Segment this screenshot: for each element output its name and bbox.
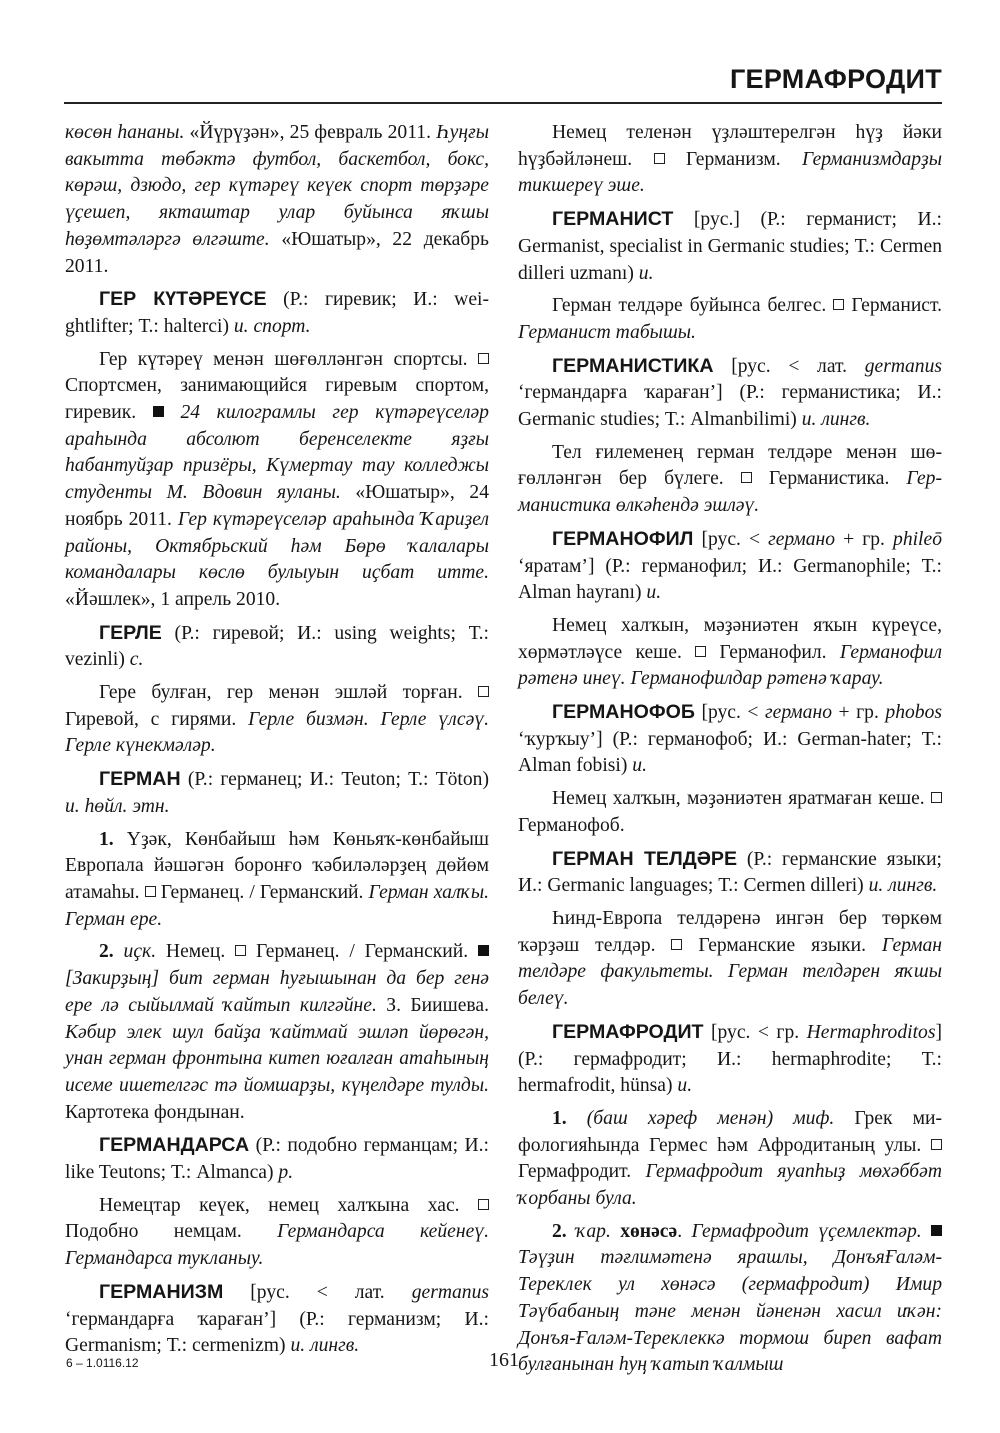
filled-square-icon [478, 945, 489, 956]
entry-german-teldare: ГЕРМАН ТЕЛДӘРЕ (Р.: германские языки; И.: Germanic languages; Т.: Cermen dilleri) и. лингв. [518, 847, 942, 897]
entry-germafrodit: ГЕРМАФРОДИТ [рус. < гр. Hermaphroditos] (Р.: гермафродит; И.: hermaphrodite; Т.: hermafrodit, hünsa) и. [518, 1020, 942, 1097]
entry-germanofob: ГЕРМАНОФОБ [рус. < германо + гр. phobos ‘ҡурҡыу’] (Р.: германофоб; И.: German-hater; Т.: Alman fobisi) и. [518, 701, 943, 777]
filled-square-icon [931, 1225, 942, 1236]
definition: Немецтар кеүек, немец халҡына хас. Подобно немцам. Германдарса кейенеү. Германдарса тукланыу. [65, 1194, 489, 1270]
open-square-icon [695, 646, 706, 657]
entry-germanofil: ГЕРМАНОФИЛ [рус. < германо + гр. phileō ‘яратам’] (Р.: германофил; И.: Germanophile; Т.: Alman hayranı) и. [518, 527, 942, 604]
entry-germanist: ГЕРМАНИСТ [рус.] (Р.: германист; И.: Germanist, specialist in Germanic studies; Т.: Cermen dilleri uzmanı) и. [518, 208, 942, 284]
headword: ГЕРМАН [99, 768, 181, 791]
footer-signature: 6 – 1.0116.12 [66, 1356, 139, 1370]
definition: Немец халҡын, мәҙәниәтен яратмаған кеше. Германофоб. [518, 786, 942, 839]
open-square-icon [478, 353, 489, 364]
headword: ГЕРМАНИСТИКА [552, 354, 714, 377]
definition: Гер күтәреү менән шөғөлләнгән спортсы. Спортсмен, занимающийся гиревым спортом, гиревик. 24 килограмлы гер күтәреүселәр араһында абсолют беренселекте яҙғы һабантуйҙар призёры, Күмертау тау колледжы студенты М. Вдовин яуланы. «Юшатыр», 24 ноябрь 2011. Гер күтәреүселәр араһында Ҡариҙел районы, Октябрьский һәм Бөрө ҡалалары командалары көслө булыуын иҫбат итте. «Йәшлек», 1 апрель 2010. [65, 348, 489, 610]
sense-2: 2. ҡар. хөнәсә. Гермафродит үҫемлектәр. Тәүҙин тәғлимәтенә ярашлы, ДонъяҒаләм-Тереклек ул хөнәсә (гермафродит) Имир Тәүбабаның тәне менән йәненән хасил иҡән: Донъя-Ғаләм-Тереклеккә тормош биреп вафат булғанынан һуң ҡатып ҡалмыш [518, 1220, 942, 1376]
open-square-icon [741, 472, 752, 483]
entry-continuation: көсөн һананы. «Йүрүҙән», 25 февраль 2011. Һуңғы вакытта төбәктә футбол, баскетбол, бокс, көрәш, дзюдо, гер күтәреү кеүек спорт төрҙәре үҫешеп, якташтар улар буйынса яҡшы һөҙөмтәләргә өлгәште. «Юшатыр», 22 декабрь 2011. [65, 122, 489, 277]
open-square-icon [931, 792, 942, 803]
sense-2: 2. иҫк. Немец. Германец. / Германский. [Закирҙың] бит герман һуғышынан да бер генә ере лә сыйылмай ҡайтып килгәйне. З. Биишева. Кәбир элек шул байҙа ҡайтмай эшләп йөрөгән, унан герман фронтына китеп юғалған атаһының исеме ишетелгәс тә йомшарҙы, күңелдәре тулды. Картотека фондынан. [65, 941, 489, 1123]
headword: ГЕРМАНОФИЛ [552, 527, 694, 550]
headword: ГЕРМАНОФОБ [552, 701, 695, 724]
headword: ГЕРЛЕ [99, 621, 162, 644]
entry-germanizm: ГЕРМАНИЗМ [рус. < лат. germanus ‘германдарға ҡараған’] (Р.: германизм; И.: Germanism; Т.: cermenizm) и. лингв. [65, 1280, 489, 1357]
headword: ГЕРМАНДАРСА [99, 1134, 250, 1157]
headword: ГЕР КҮТӘРЕҮСЕ [99, 288, 267, 311]
definition: Немец теленән үҙләштерелгән һүҙ йәки һүҙбәйләнеш. Германизм. Германизмдарҙы тикшереү эше. [518, 122, 942, 197]
definition: Һинд-Европа телдәренә ингән бер төркөм ҡәрҙәш телдәр. Германские языки. Герман телдәре факультеты. Герман телдәрен яҡшы белеү. [518, 907, 942, 1010]
sense-1: 1. Үҙәк, Көнбайыш һәм Көньяҡ-көнбайыш Европала йәшәгән боронғо ҡәбиләләрҙең дөйөм атамаһы. Германец. / Германский. Герман халҡы. Герман ере. [65, 828, 489, 930]
definition: Тел ғилеменең герман телдәре менән шөғөлләнгән бер бүлеге. Германистика. Германистика өлкәһендә эшләү. [518, 441, 942, 517]
definition: Герман телдәре буйынса белгес. Германист. Германист табышы. [518, 295, 942, 343]
left-column [65, 120, 489, 1366]
headword: ГЕРМАНИСТ [552, 208, 674, 231]
open-square-icon [145, 886, 156, 897]
headword: ГЕРМАНИЗМ [99, 1280, 224, 1303]
sense-1: 1. (баш хәреф менән) миф. Грек мифологияһында Гермес һәм Афродитаның улы. Гермафродит. Гермафродит яуапһыҙ мөхәббәт ҡорбаны була. [518, 1107, 942, 1210]
definition: Немец халҡын, мәҙәниәтен яҡын күреүсе, хөрмәтләүсе кеше. Германофил. Германофил рәтенә инеү. Германофилдар рәтенә ҡарау. [518, 614, 942, 690]
entry-germandarsa: ГЕРМАНДАРСА (Р.: подобно германцам; И.: like Teutons; Т.: Almanca) р. [65, 1134, 489, 1184]
open-square-icon [478, 686, 489, 697]
open-square-icon [235, 945, 246, 956]
entry-german: ГЕРМАН (Р.: германец; И.: Teuton; Т.: Töton) и. һөйл. этн. [65, 768, 489, 817]
headword: ГЕРМАН ТЕЛДӘРЕ [552, 847, 738, 870]
entry-ger-kutareuse: ГЕР КҮТӘРЕҮСЕ (Р.: гиревик; И.: weightlifter; Т.: halterci) и. спорт. [65, 288, 489, 337]
open-square-icon [931, 1139, 942, 1150]
entry-germanistika: ГЕРМАНИСТИКА [рус. < лат. germanus ‘германдарға ҡараған’] (Р.: германистика; И.: Germanic studies; Т.: Almanbilimi) и. лингв. [518, 354, 942, 431]
header-rule [64, 102, 942, 104]
definition: Гере булған, гер менән эшләй торған. Гиревой, с гирями. Герле бизмән. Герле үлсәү. Герле күнекмәләр. [65, 682, 489, 757]
filled-square-icon [153, 406, 164, 417]
open-square-icon [833, 299, 844, 310]
open-square-icon [654, 153, 665, 164]
open-square-icon [671, 939, 682, 950]
headword: ГЕРМАФРОДИТ [552, 1020, 704, 1043]
entry-gerle: ГЕРЛЕ (Р.: гиревой; И.: using weights; Т.: vezinli) с. [65, 621, 489, 671]
page-number: 161 [489, 1349, 519, 1371]
right-column [518, 120, 942, 1385]
running-head: ГЕРМАФРОДИТ [729, 64, 942, 94]
open-square-icon [478, 1199, 489, 1210]
